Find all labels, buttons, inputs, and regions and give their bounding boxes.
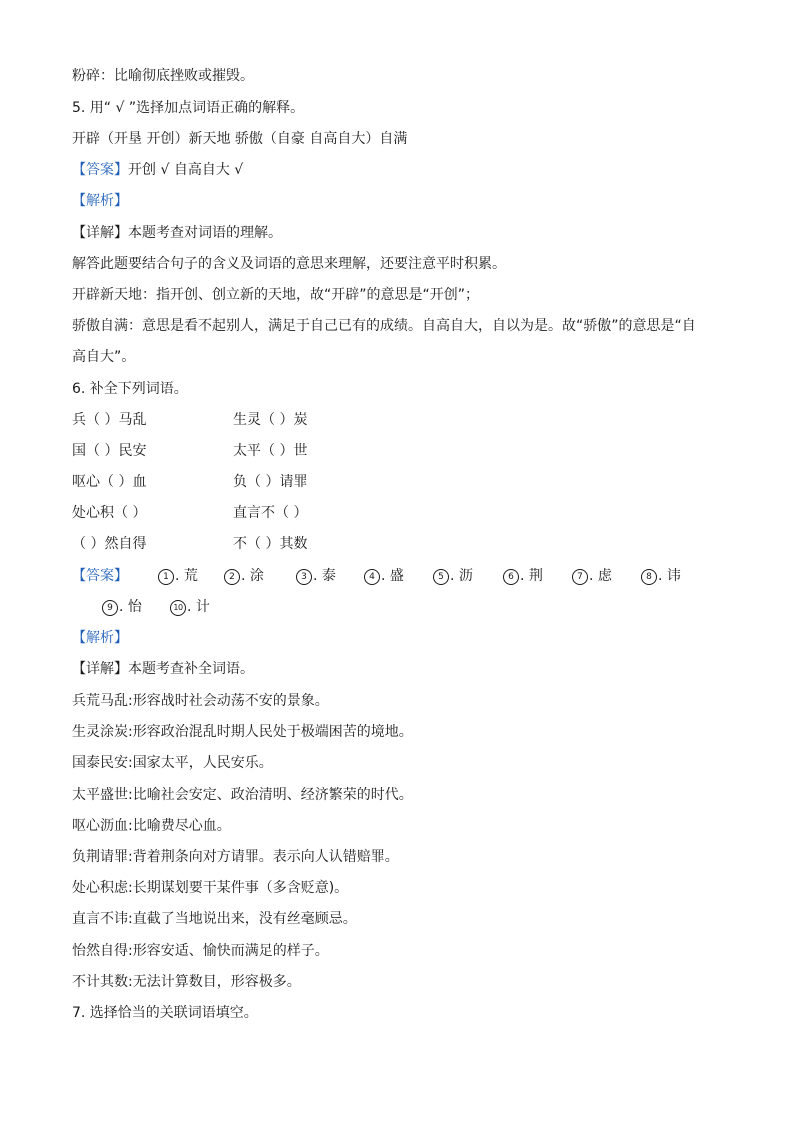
detail-text: 本题考查补全词语。 [128,661,254,677]
circled-number: 7 [572,569,588,585]
answer6-item [296,566,336,586]
definition-taipingshengshi: 太平盛世:比喻社会安定、政治清明、经济繁荣的时代。 [72,787,413,803]
blank-row3-col1: 呕心（ ）血 [72,474,147,490]
circled-number: 2 [224,569,240,585]
detail-text: 本题考查对词语的理解。 [128,225,282,241]
answer6-separator: . [520,568,529,584]
detail-line-6 [72,659,254,679]
definition-chuxinjilv: 处心积虑:长期谋划要干某件事（多含贬意)。 [72,880,349,896]
answer6-word: 盛 [389,568,404,584]
definition-guotaiminan: 国泰民安:国家太平，人民安乐。 [72,755,273,771]
analysis-tag: 【解析】 [72,630,128,646]
definition-fujingqingzui: 负荆请罪:背着荆条向对方请罪。表示向人认错赔罪。 [72,849,399,865]
analysis-tag: 【解析】 [72,193,128,209]
detail-tag: 【详解】 [72,225,128,241]
explanation-jiaoao: 骄傲自满：意思是看不起别人，满足于自己已有的成绩。自高自大，自以为是。故“骄傲”的意思是“自 [72,318,696,334]
definition-binghuangmaluan: 兵荒马乱:形容战时社会动荡不安的景象。 [72,693,329,709]
answer6-item [102,597,142,617]
definition-fensui: 粉碎：比喻彻底挫败或摧毁。 [72,68,254,84]
circled-number: 1 [158,569,174,585]
circled-number: 8 [641,569,657,585]
blank-row3-col2: 负（ ）请罪 [233,474,308,490]
definition-shenglingtutan: 生灵涂炭:形容政治混乱时期人民处于极端困苦的境地。 [72,724,413,740]
answer6-word: 怡 [127,599,142,615]
answer6-word: 计 [195,599,210,615]
circled-number: 3 [296,569,312,585]
answer6-item [158,566,198,586]
blank-row1-col2: 生灵（ ）炭 [233,412,308,428]
answer6-word: 荒 [183,568,198,584]
definition-yiranzide: 怡然自得:形容安适、愉快而满足的样子。 [72,943,329,959]
answer6-separator: . [381,568,390,584]
answer6-item [572,566,612,586]
blank-row4-col2: 直言不（ ） [233,505,308,521]
definition-zhiyanbuhui: 直言不讳:直截了当地说出来，没有丝毫顾忌。 [72,911,357,927]
answer-tag: 【答案】 [72,162,128,178]
answer-text: 开创 √ 自高自大 √ [128,162,244,178]
definition-ouxinlixue: 呕心沥血:比喻费尽心血。 [72,818,231,834]
answer6-item [364,566,404,586]
answer6-separator: . [187,599,196,615]
analysis-tag-5 [72,191,128,211]
answer6-word: 虑 [597,568,612,584]
answer6-separator: . [589,568,598,584]
answer6-word: 讳 [666,568,681,584]
answer6-tag: 【答案】 [72,568,128,584]
explanation-line: 解答此题要结合句子的含义及词语的意思来理解，还要注意平时积累。 [72,256,506,272]
answer6-word: 荆 [528,568,543,584]
answer6-item [224,566,264,586]
circled-number: 10 [170,600,186,616]
answer6-word: 沥 [458,568,473,584]
answer6-item [503,566,543,586]
answer6-separator: . [313,568,322,584]
definition-bujiqishu: 不计其数:无法计算数目，形容极多。 [72,974,301,990]
explanation-kaipi: 开辟新天地：指开创、创立新的天地，故“开辟”的意思是“开创”； [72,287,480,303]
question-5-answer [72,160,243,180]
answer6-separator: . [175,568,184,584]
question-6-title: 6. 补全下列词语。 [72,381,188,397]
blank-row2-col1: 国（ ）民安 [72,443,147,459]
answer6-item [641,566,681,586]
answer6-separator: . [241,568,250,584]
circled-number: 4 [364,569,380,585]
blank-row4-col1: 处心积（ ） [72,505,147,521]
question-5-title: 5. 用“ √ ”选择加点词语正确的解释。 [72,100,305,116]
answer6-word: 泰 [321,568,336,584]
analysis-tag-6 [72,628,128,648]
question-7-title: 7. 选择恰当的关联词语填空。 [72,1005,258,1021]
answer6-item [170,597,210,617]
answer6-separator: . [119,599,128,615]
blank-row2-col2: 太平（ ）世 [233,443,308,459]
blank-row1-col1: 兵（ ）马乱 [72,412,147,428]
answer6-item [433,566,473,586]
detail-line-5 [72,223,282,243]
question-5-options: 开辟（开垦 开创）新天地 骄傲（自豪 自高自大）自满 [72,131,408,147]
circled-number: 6 [503,569,519,585]
answer6-separator: . [658,568,667,584]
explanation-jiaoao-cont: 高自大”。 [72,349,136,365]
answer6-separator: . [450,568,459,584]
blank-row5-col2: 不（ ）其数 [233,536,308,552]
circled-number: 5 [433,569,449,585]
detail-tag: 【详解】 [72,661,128,677]
circled-number: 9 [102,600,118,616]
answer6-word: 涂 [249,568,264,584]
blank-row5-col1: （ ）然自得 [72,536,147,552]
